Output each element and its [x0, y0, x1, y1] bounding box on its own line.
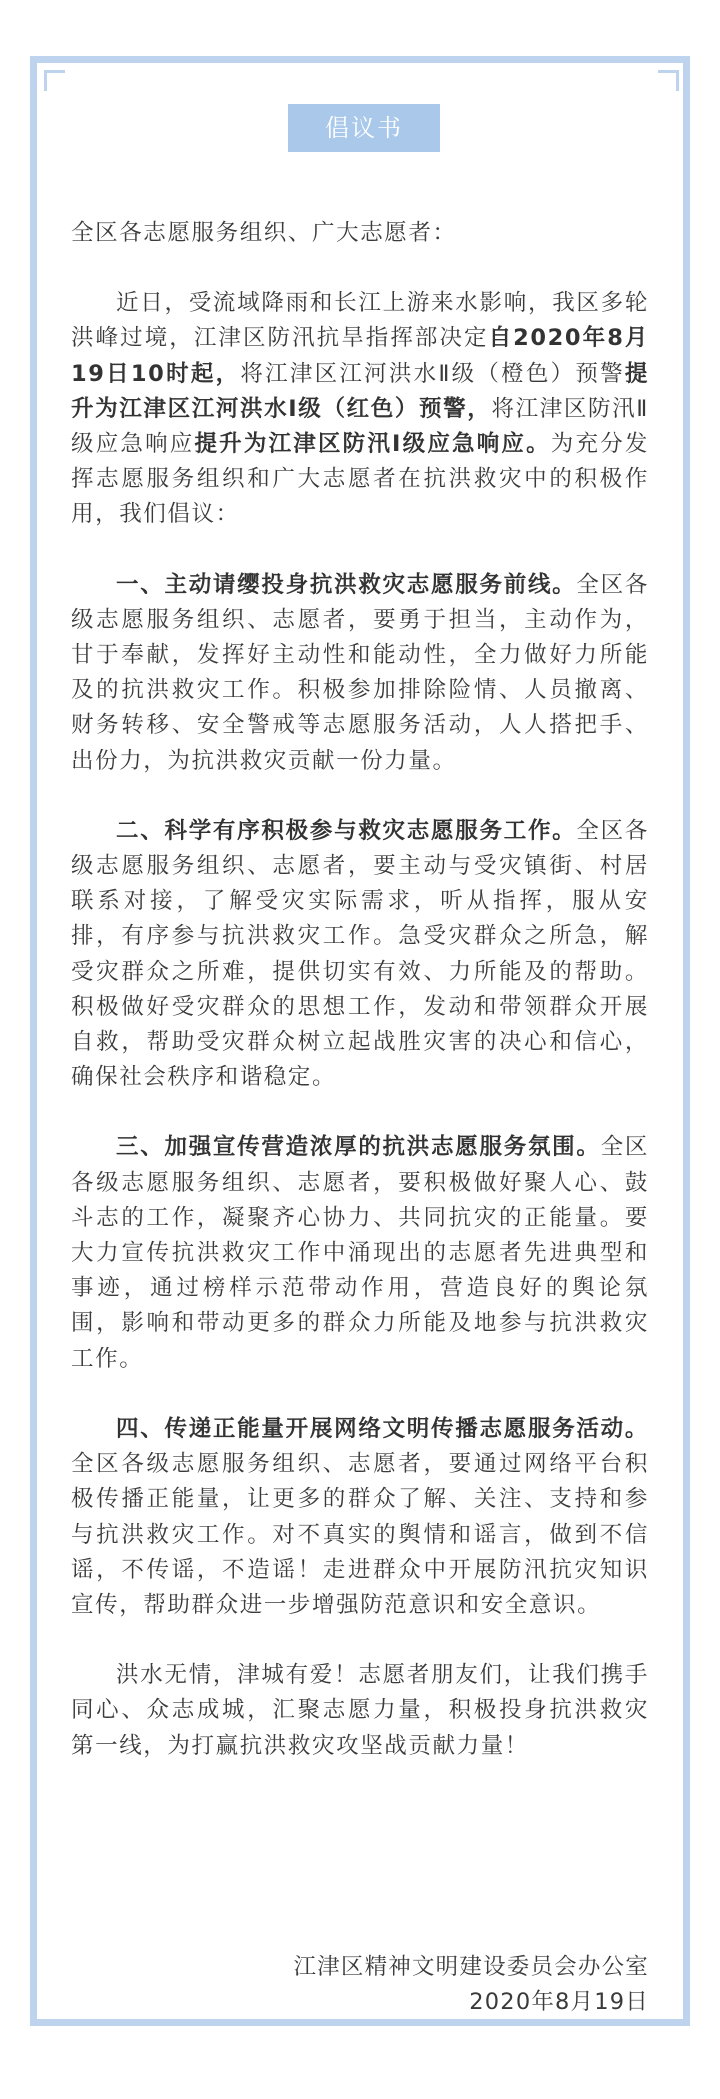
proposal-heading: 四、传递正能量开展网络文明传播志愿服务活动。	[116, 1415, 649, 1442]
page-title: 倡议书	[288, 104, 440, 152]
proposal-body: 全区各级志愿服务组织、志愿者，要主动与受灾镇街、村居联系对接，了解受灾实际需求，听从指挥，服从安排，有序参与抗洪救灾工作。急受灾群众之所急，解受灾群众之所难，提供切实有效、力所能及的帮助。积极做好受灾群众的思想工作，发动和带领群众开展自救，帮助受灾群众树立起战胜灾害的决心和信心，确保社会秩序和谐稳定。	[71, 817, 649, 1091]
proposal-heading: 二、科学有序积极参与救灾志愿服务工作。	[116, 817, 577, 844]
proposal-item-3	[71, 1130, 649, 1376]
intro-bold-3: 提升为江津区防汛Ⅰ级应急响应。	[194, 431, 551, 458]
proposal-body: 全区各级志愿服务组织、志愿者，要通过网络平台积极传播正能量，让更多的群众了解、关注、支持和参与抗洪救灾工作。对不真实的舆情和谣言，做到不信谣，不传谣，不造谣！走进群众中开展防汛抗灾知识宣传，帮助群众进一步增强防范意识和安全意识。	[71, 1451, 649, 1618]
frame-corner-top-right	[658, 70, 679, 91]
frame-corner-top-left	[44, 70, 65, 91]
intro-paragraph	[71, 286, 649, 532]
signature-block	[293, 1950, 649, 2020]
closing-paragraph: 洪水无情，津城有爱！志愿者朋友们，让我们携手同心、众志成城，汇聚志愿力量，积极投身抗洪救灾第一线，为打赢抗洪救灾攻坚战贡献力量！	[71, 1662, 649, 1759]
proposal-body: 全区各级志愿服务组织、志愿者，要积极做好聚人心、鼓斗志的工作，凝聚齐心协力、共同抗灾的正能量。要大力宣传抗洪救灾工作中涌现出的志愿者先进典型和事迹，通过榜样示范带动作用，营造良好的舆论氛围，影响和带动更多的群众力所能及地参与抗洪救灾工作。	[71, 1134, 649, 1372]
signature-date: 2020年8月19日	[469, 1989, 649, 2015]
intro-text-3: 将江津区防汛Ⅱ级应急响应	[71, 395, 649, 458]
intro-text-4: 为充分发挥志愿服务组织和广大志愿者在抗洪救灾中的积极作用，我们倡议：	[71, 431, 649, 528]
proposal-heading: 一、主动请缨投身抗洪救灾志愿服务前线。	[116, 571, 577, 598]
signature-organization: 江津区精神文明建设委员会办公室	[293, 1954, 649, 1980]
proposal-item-2	[71, 814, 649, 1096]
intro-text-2: 将江津区江河洪水Ⅱ级（橙色）预警	[240, 360, 625, 387]
letter-body	[71, 216, 649, 1799]
intro-bold-1: 自2020年8月19日10时起，	[71, 325, 650, 387]
proposal-item-4	[71, 1412, 649, 1623]
salutation: 全区各志愿服务组织、广大志愿者：	[71, 220, 457, 246]
proposal-item-1	[71, 568, 649, 779]
intro-bold-2: 提升为江津区江河洪水Ⅰ级（红色）预警，	[71, 360, 649, 422]
proposal-heading: 三、加强宣传营造浓厚的抗洪志愿服务氛围。	[116, 1134, 601, 1161]
intro-text-1: 近日，受流域降雨和长江上游来水影响，我区多轮洪峰过境，江津区防汛抗旱指挥部决定	[71, 290, 649, 352]
proposal-body: 全区各级志愿服务组织、志愿者，要勇于担当，主动作为，甘于奉献，发挥好主动性和能动性，全力做好力所能及的抗洪救灾工作。积极参加排除险情、人员撤离、财务转移、安全警戒等志愿服务活动，人人搭把手、出份力，为抗洪救灾贡献一份力量。	[71, 571, 649, 774]
